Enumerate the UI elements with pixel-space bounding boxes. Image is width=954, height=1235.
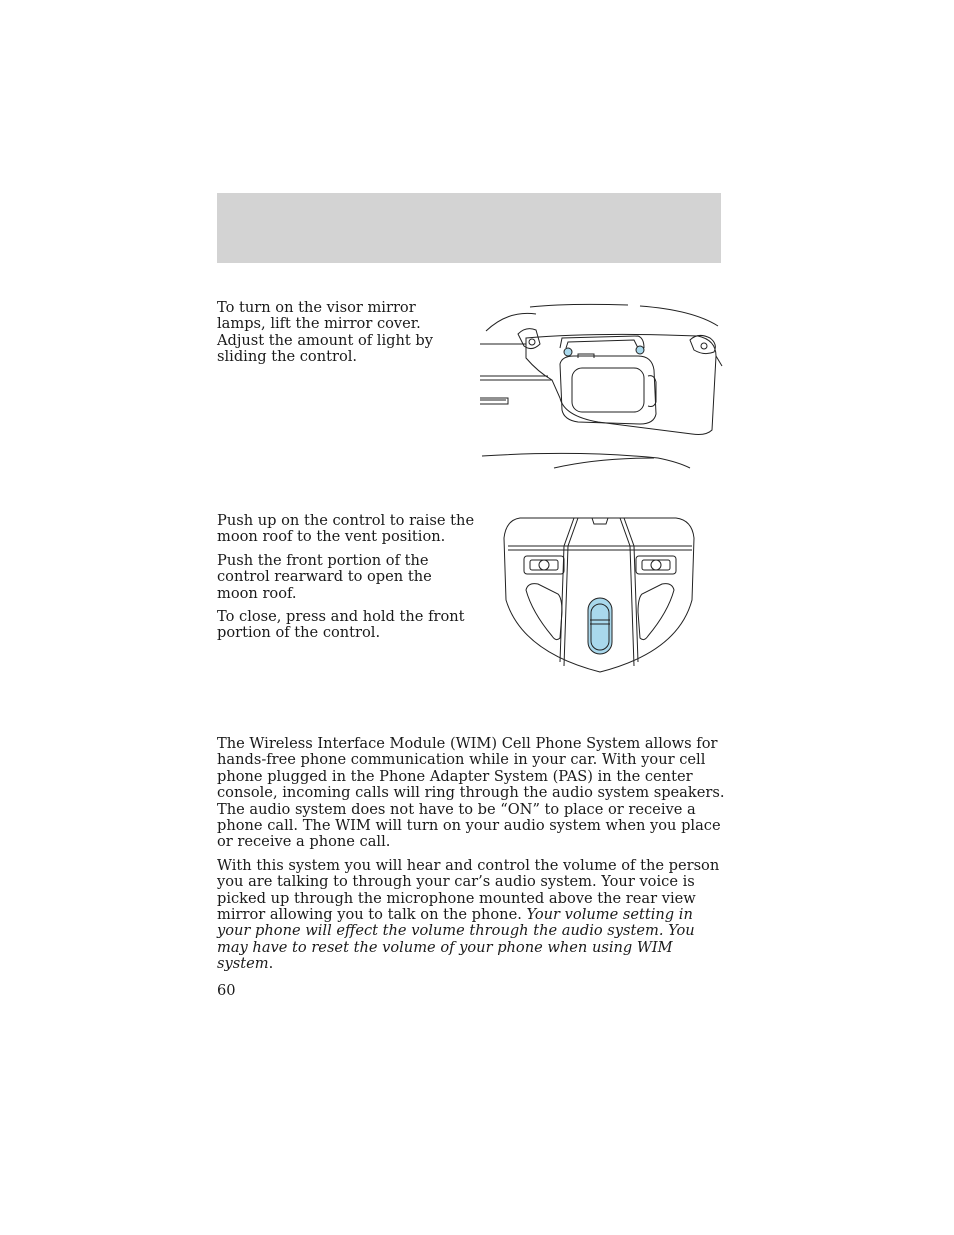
page-number: 60	[217, 982, 236, 999]
visor-mirror-illustration	[478, 296, 728, 472]
moon-roof-paragraph-1: Push up on the control to raise the moon roof to the vent position.	[217, 512, 475, 546]
wim-paragraph-2-italic: Your volume setting in your phone will effect the volume through the audio system. You may have to reset the volume of your phone when using WIM system	[217, 906, 695, 973]
moon-roof-paragraph-2: Push the front portion of the control rearward to open the moon roof.	[217, 551, 432, 602]
wim-paragraph-2-end: .	[268, 955, 274, 973]
visor-paragraph: To turn on the visor mirror lamps, lift the mirror cover. Adjust the amount of light by sliding the control.	[217, 299, 433, 366]
wim-paragraph-2-regular: With this system you will hear and control the volume of the person you are talking to through your car’s audio system. Your voice is picked up through the microphone mounted above the rear view mirror allowing you to talk on the phone.	[217, 856, 720, 924]
wim-paragraph-2	[217, 858, 727, 973]
moon-roof-console-illustration	[500, 512, 700, 676]
visor-mirror-lamps-text	[217, 300, 467, 373]
section-header-band	[217, 193, 721, 263]
moon-roof-paragraph-3: To close, press and hold the front portion of the control.	[217, 608, 465, 642]
moon-roof-text	[217, 513, 477, 649]
wim-cell-phone-text	[217, 736, 727, 980]
wim-paragraph-1: The Wireless Interface Module (WIM) Cell Phone System allows for hands-free phone communication while in your car. With your cell phone plugged in the Phone Adapter System (PAS) in the center console, incoming calls will ring through the audio system speakers. The audio system does not have to be “ON” to place or receive a phone call. The WIM will turn on your audio system when you place or receive a phone call.	[217, 735, 725, 851]
